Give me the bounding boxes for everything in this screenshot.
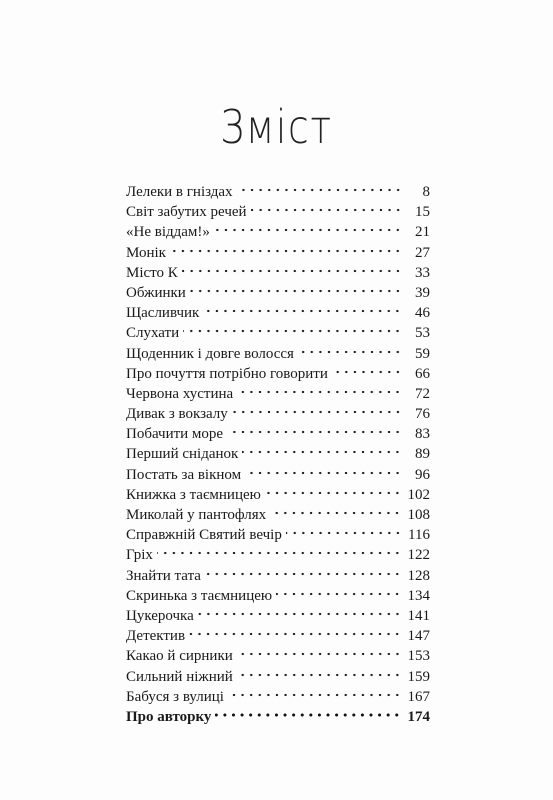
- toc-entry-title: Бабуся з вулиці: [126, 688, 224, 705]
- toc-entry[interactable]: [126, 586, 430, 606]
- dot-leader: [332, 369, 402, 375]
- toc-entry-page-number: 46: [415, 305, 430, 322]
- toc-entry[interactable]: [126, 525, 430, 545]
- dot-leader: [237, 672, 402, 678]
- toc-entry[interactable]: [126, 182, 430, 202]
- dot-leader: [237, 187, 402, 193]
- toc-entry-title: Місто К: [126, 264, 178, 281]
- toc-entry-page-number: 83: [415, 426, 430, 443]
- toc-entry-page-number: 21: [415, 224, 430, 241]
- dot-leader: [215, 712, 401, 718]
- dot-leader: [232, 409, 402, 415]
- toc-entry-title: Про почуття потрібно говорити: [126, 365, 328, 382]
- toc-entry-title: Слухати: [126, 325, 180, 342]
- toc-entry[interactable]: [126, 263, 430, 283]
- toc-entry-title: Какао й сирники: [126, 648, 233, 665]
- toc-entry[interactable]: [126, 566, 430, 586]
- dot-leader: [227, 429, 402, 435]
- dot-leader: [286, 530, 402, 536]
- toc-entry-title: Щасливчик: [126, 305, 200, 322]
- toc-entry-title: Дивак з вокзалу: [126, 406, 228, 423]
- toc-entry-title: Гріх: [126, 547, 153, 564]
- toc-entry[interactable]: [126, 323, 430, 343]
- dot-leader: [276, 591, 401, 597]
- toc-entry-page-number: 159: [407, 668, 430, 685]
- dot-leader: [183, 328, 402, 334]
- toc-entry[interactable]: [126, 687, 430, 707]
- toc-entry-page-number: 53: [415, 325, 430, 342]
- toc-entry[interactable]: [126, 344, 430, 364]
- toc-entry-title: Скринька з таємницею: [126, 587, 273, 604]
- toc-entry-title: Про авторку: [126, 708, 212, 725]
- toc-entry[interactable]: [126, 667, 430, 687]
- dot-leader: [242, 449, 402, 455]
- toc-entry-page-number: 96: [415, 466, 430, 483]
- toc-entry-title: Лелеки в гніздах: [126, 184, 233, 200]
- toc-entry-title: Щоденник і довге волосся: [126, 345, 294, 362]
- toc-entry-page-number: 141: [407, 607, 430, 624]
- toc-entry-page-number: 66: [415, 365, 430, 382]
- dot-leader: [170, 248, 402, 254]
- toc-entry[interactable]: [126, 202, 430, 222]
- toc-entry-page-number: 33: [415, 264, 430, 281]
- toc-entry-page-number: 15: [415, 204, 430, 221]
- dot-leader: [189, 631, 401, 637]
- page-title: Зміст: [220, 100, 333, 154]
- toc-entry[interactable]: [126, 303, 430, 323]
- toc-entry[interactable]: [126, 243, 430, 263]
- toc-entry-page-number: 128: [407, 567, 430, 584]
- toc-entry-page-number: 89: [415, 446, 430, 463]
- toc-entry-title: Червона хустина: [126, 385, 234, 402]
- toc-entry[interactable]: [126, 222, 430, 242]
- toc-entry-title: Детектив: [126, 628, 186, 645]
- toc-entry-page-number: 108: [407, 507, 430, 523]
- toc-entry[interactable]: [126, 424, 430, 444]
- dot-leader: [198, 611, 402, 617]
- toc-entry[interactable]: [126, 283, 430, 303]
- dot-leader: [182, 268, 402, 274]
- dot-leader: [265, 490, 402, 496]
- toc-entry[interactable]: [126, 545, 430, 565]
- dot-leader: [251, 207, 402, 213]
- toc-entry[interactable]: [126, 444, 430, 464]
- toc-entry-page-number: 122: [407, 547, 430, 564]
- toc-entry-title: Світ забутих речей: [126, 204, 247, 221]
- toc-entry[interactable]: [126, 626, 430, 646]
- dot-leader: [228, 692, 402, 698]
- table-of-contents: [126, 182, 430, 727]
- toc-entry-title: Цукерочка: [126, 607, 194, 624]
- dot-leader: [205, 571, 402, 577]
- toc-entry-page-number: 153: [407, 648, 430, 665]
- toc-entry[interactable]: [126, 404, 430, 424]
- toc-entry-title: Обжинки: [126, 284, 186, 301]
- dot-leader: [214, 227, 402, 233]
- toc-entry-title: Справжній Святий вечір: [126, 527, 282, 544]
- toc-entry-title: Побачити море: [126, 426, 224, 443]
- toc-entry-title: Постать за вікном: [126, 466, 242, 483]
- dot-leader: [157, 550, 402, 556]
- toc-entry-title: «Не віддам!»: [126, 224, 210, 241]
- toc-entry-page-number: 116: [408, 527, 430, 544]
- toc-entry-page-number: 27: [415, 244, 430, 261]
- toc-entry[interactable]: [126, 384, 430, 404]
- toc-entry-page-number: 174: [407, 708, 430, 725]
- toc-entry-page-number: 76: [415, 406, 430, 423]
- dot-leader: [237, 651, 402, 657]
- toc-entry[interactable]: [126, 707, 430, 727]
- toc-entry[interactable]: [126, 606, 430, 626]
- toc-entry-page-number: 167: [407, 688, 430, 705]
- dot-leader: [237, 389, 402, 395]
- toc-entry[interactable]: [126, 485, 430, 505]
- toc-entry[interactable]: [126, 505, 430, 525]
- dot-leader: [270, 510, 401, 516]
- toc-entry-title: Знайти тата: [126, 567, 201, 584]
- toc-entry-title: Миколай у пантофлях: [126, 507, 267, 523]
- toc-entry-page-number: 39: [415, 284, 430, 301]
- dot-leader: [203, 308, 402, 314]
- toc-entry-page-number: 102: [407, 486, 430, 503]
- toc-entry-title: Монік: [126, 244, 166, 261]
- dot-leader: [190, 288, 402, 294]
- toc-entry-page-number: 147: [407, 628, 430, 645]
- toc-entry-title: Книжка з таємницею: [126, 486, 261, 503]
- toc-entry-title: Сильний ніжний: [126, 668, 233, 685]
- toc-entry[interactable]: [126, 646, 430, 666]
- dot-leader: [245, 470, 402, 476]
- toc-entry-page-number: 134: [407, 587, 430, 604]
- toc-entry-title: Перший сніданок: [126, 446, 239, 463]
- toc-entry-page-number: 72: [415, 385, 430, 402]
- toc-entry[interactable]: [126, 364, 430, 384]
- toc-entry-page-number: 8: [422, 184, 430, 200]
- toc-entry[interactable]: [126, 465, 430, 485]
- dot-leader: [298, 349, 402, 355]
- toc-entry-page-number: 59: [415, 345, 430, 362]
